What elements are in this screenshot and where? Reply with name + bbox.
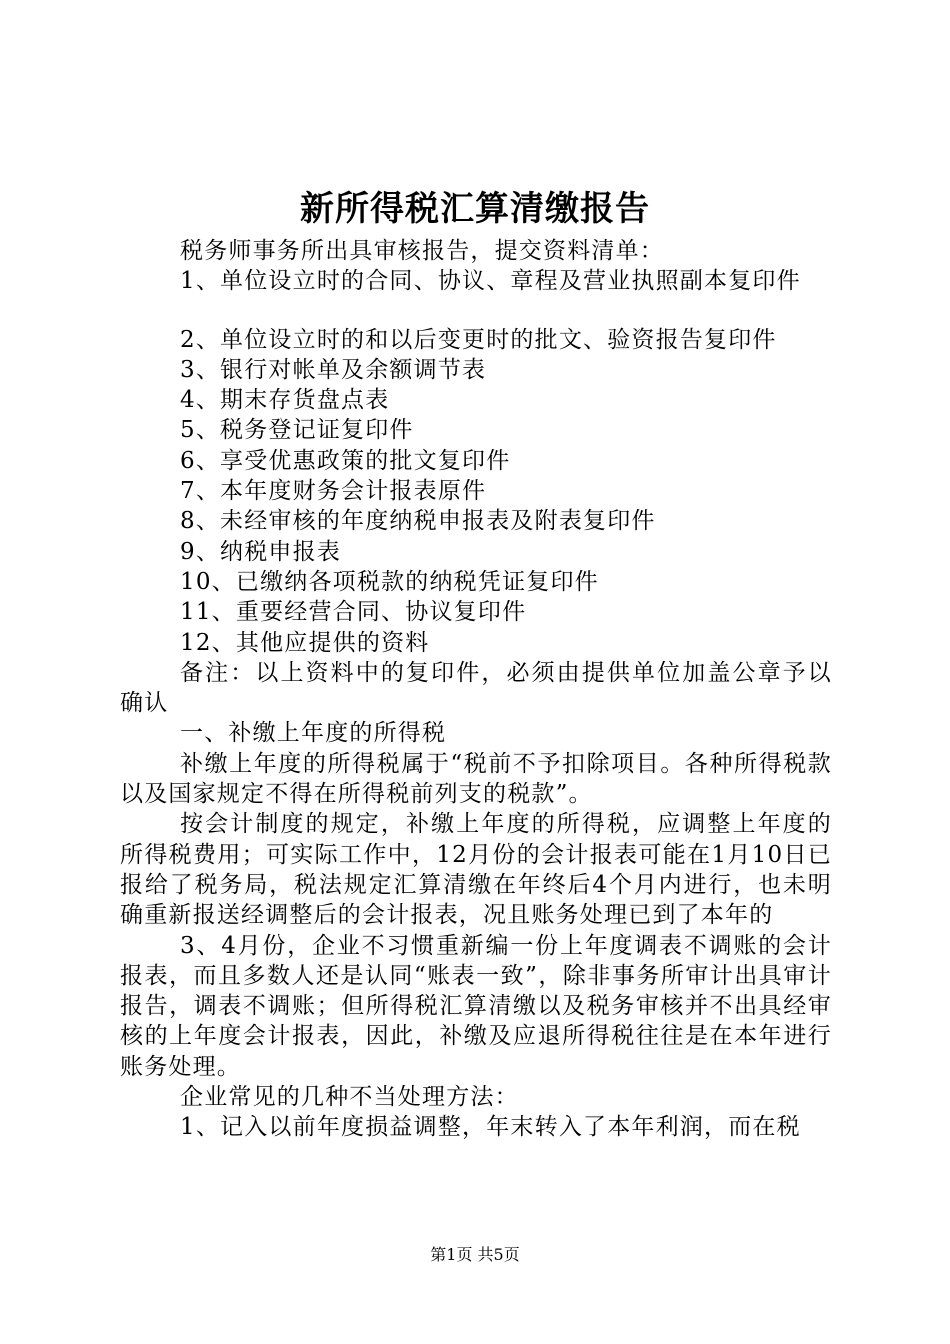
list-item-9: 9、纳税申报表 (180, 538, 342, 565)
note-paragraph: 备注：以上资料中的复印件，必须由提供单位加盖公章予以确认 (120, 659, 832, 717)
document-body (120, 236, 832, 1143)
list-item-8: 8、未经审核的年度纳税申报表及附表复印件 (180, 508, 656, 535)
list-item-3: 3、银行对帐单及余额调节表 (180, 356, 487, 383)
paragraph-tax-definition: 补缴上年度的所得税属于“税前不予扣除项目。各种所得税款以及国家规定不得在所得税前列支的税款”。 (120, 750, 832, 808)
list-item-1: 1、单位设立时的合同、协议、章程及营业执照副本复印件 (180, 268, 801, 295)
list-item-12: 12、其他应提供的资料 (180, 629, 430, 656)
list-item-10: 10、已缴纳各项税款的纳税凭证复印件 (180, 568, 599, 595)
paragraph-common-methods: 企业常见的几种不当处理方法： (180, 1084, 519, 1111)
list-item-6: 6、享受优惠政策的批文复印件 (180, 447, 511, 474)
paragraph-intro: 税务师事务所出具审核报告，提交资料清单： (180, 238, 664, 264)
paragraph-accounting-rules: 按会计制度的规定，补缴上年度的所得税，应调整上年度的所得税费用；可实际工作中，12月份的会计报表可能在1月10日已报给了税务局，税法规定汇算清缴在年终后4个月内进行，也未明确重新报送经调整后的会计报表，况且账务处理已到了本年的 (120, 811, 832, 929)
list-item-2: 2、单位设立时的和以后变更时的批文、验资报告复印件 (180, 326, 777, 353)
list-item-4: 4、期末存货盘点表 (180, 387, 390, 414)
list-item-5: 5、税务登记证复印件 (180, 417, 414, 444)
document-title: 新所得税汇算清缴报告 (300, 189, 650, 229)
list-item-7: 7、本年度财务会计报表原件 (180, 478, 487, 505)
list-item-11: 11、重要经营合同、协议复印件 (180, 599, 527, 626)
section-heading-1: 一、补缴上年度的所得税 (180, 720, 447, 747)
page-number: 第1页 共5页 (430, 1245, 520, 1264)
list-item-method-1: 1、记入以前年度损益调整，年末转入了本年利润，而在税 (180, 1114, 801, 1141)
paragraph-march-april: 3、4月份，企业不习惯重新编一份上年度调表不调账的会计报表，而且多数人还是认同“账表一致”，除非事务所审计出具审计报告，调表不调账；但所得税汇算清缴以及税务审核并不出具经审核的上年度会计报表，因此，补缴及应退所得税往往是在本年进行账务处理。 (120, 932, 832, 1080)
